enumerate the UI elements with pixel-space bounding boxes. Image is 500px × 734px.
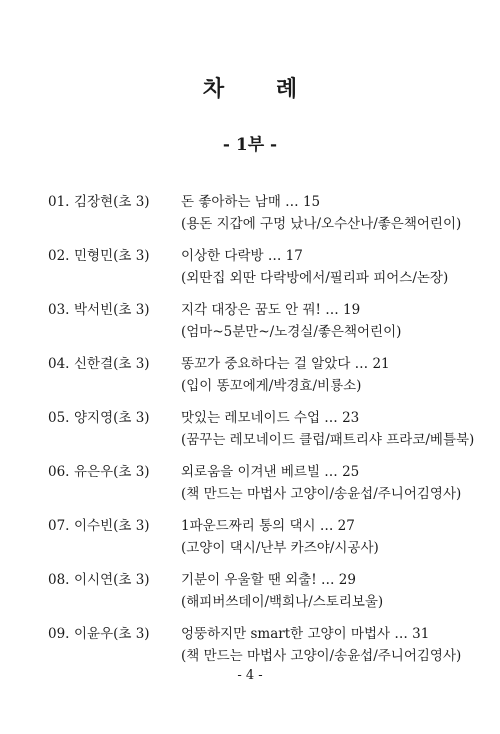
entry-number: 03.	[48, 302, 70, 318]
section-heading: - 1부 -	[222, 135, 278, 155]
entry-number: 02.	[48, 248, 70, 264]
entry-source: (고양이 댁시/난부 카즈야/시공사)	[181, 540, 379, 556]
entry-title: 맛있는 레모네이드 수업 … 23	[181, 410, 360, 426]
toc-entry	[48, 622, 488, 666]
entry-author: 이윤우(초 3)	[74, 626, 150, 642]
entry-title: 똥꼬가 중요하다는 걸 알았다 … 21	[181, 356, 390, 372]
entry-source: (외딴집 외딴 다락방에서/필리파 피어스/논장)	[181, 270, 449, 286]
entry-title: 이상한 다락방 … 17	[181, 248, 303, 264]
entry-author: 유은우(초 3)	[74, 464, 150, 480]
entry-number: 09.	[48, 626, 70, 642]
entry-number: 08.	[48, 572, 70, 588]
entry-source: (꿈꾸는 레모네이드 클럽/패트리샤 프라코/베틀북)	[181, 432, 475, 448]
table-of-contents	[48, 190, 488, 676]
entry-number: 07.	[48, 518, 70, 534]
entry-title: 돈 좋아하는 남매 … 15	[181, 194, 321, 210]
entry-title: 1파운드짜리 통의 댁시 … 27	[181, 518, 355, 534]
toc-entry	[48, 244, 488, 288]
page-number: - 4 -	[237, 668, 263, 683]
entry-title: 외로움을 이겨낸 베르빌 … 25	[181, 464, 360, 480]
toc-entry	[48, 514, 488, 558]
entry-source: (입이 똥꼬에게/박경효/비룡소)	[181, 378, 362, 394]
entry-title: 기분이 우울할 땐 외출! … 29	[181, 572, 356, 588]
entry-source: (책 만드는 마법사 고양이/송윤섭/주니어김영사)	[181, 486, 462, 502]
entry-source: (용돈 지갑에 구멍 났나/오수산나/좋은책어린이)	[181, 216, 462, 232]
entry-author: 신한결(초 3)	[74, 356, 150, 372]
entry-source: (책 만드는 마법사 고양이/송윤섭/주니어김영사)	[181, 648, 462, 664]
entry-author: 박서빈(초 3)	[74, 302, 150, 318]
entry-number: 05.	[48, 410, 70, 426]
entry-source: (해피버쓰데이/백희나/스토리보울)	[181, 594, 384, 610]
entry-source: (엄마~5분만~/노경실/좋은책어린이)	[181, 324, 402, 340]
toc-entry	[48, 190, 488, 234]
toc-entry	[48, 568, 488, 612]
entry-number: 04.	[48, 356, 70, 372]
page-title: 차 례	[202, 76, 320, 102]
entry-author: 이수빈(초 3)	[74, 518, 150, 534]
toc-entry	[48, 352, 488, 396]
entry-title: 지각 대장은 꿈도 안 꿔! … 19	[181, 302, 361, 318]
entry-number: 06.	[48, 464, 70, 480]
entry-author: 김장현(초 3)	[74, 194, 150, 210]
entry-number: 01.	[48, 194, 70, 210]
entry-author: 민형민(초 3)	[74, 248, 150, 264]
entry-author: 양지영(초 3)	[74, 410, 150, 426]
entry-title: 엉뚱하지만 smart한 고양이 마법사 … 31	[181, 626, 430, 642]
toc-entry	[48, 406, 488, 450]
toc-entry	[48, 298, 488, 342]
entry-author: 이시연(초 3)	[74, 572, 150, 588]
toc-entry	[48, 460, 488, 504]
